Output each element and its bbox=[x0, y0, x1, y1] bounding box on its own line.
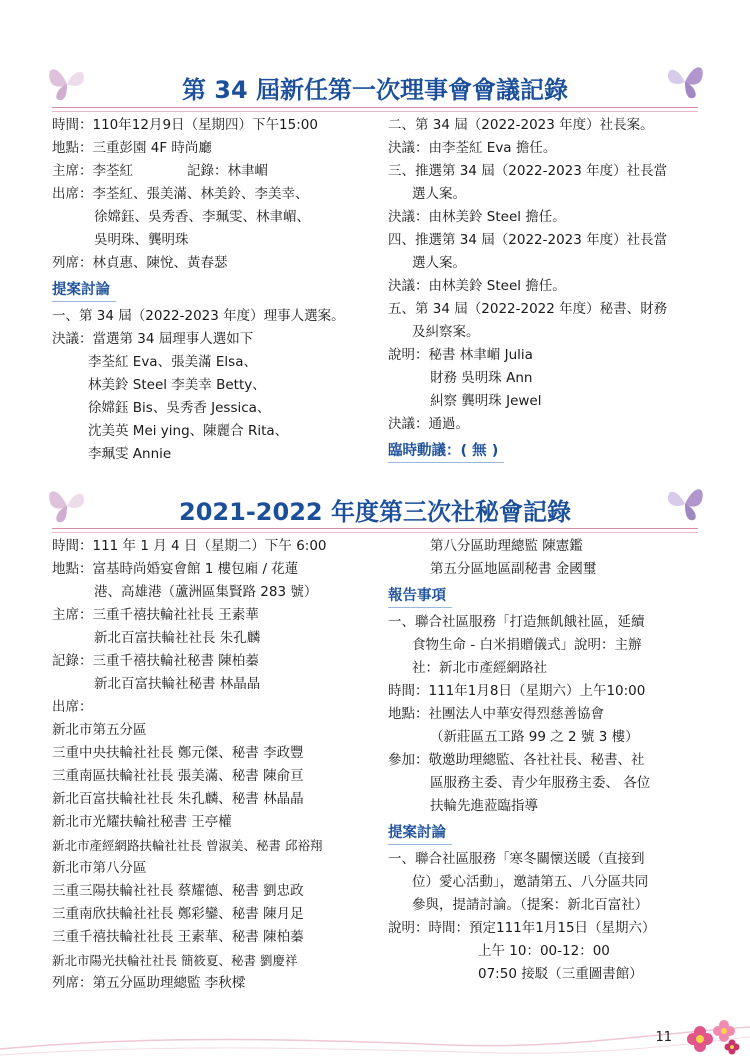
proposal-line: 林美鈴 Steel 李美幸 Betty、 bbox=[88, 377, 266, 393]
agenda-line: 五、第 34 屆（2022-2022 年度）秘書、財務 bbox=[388, 301, 668, 317]
proposal-line: 徐嫦鈺 Bis、吳秀香 Jessica、 bbox=[88, 400, 271, 416]
meeting2-left-column bbox=[52, 535, 382, 995]
attendee-line: 列席：第五分區助理總監 李秋樑 bbox=[52, 975, 246, 991]
proposal-line: 一、第 34 屆（2022-2023 年度）理事人選案。 bbox=[52, 308, 345, 324]
report-line: 區服務主委、青少年服務主委、 各位 bbox=[430, 775, 651, 791]
meeting1-right-column bbox=[388, 114, 706, 466]
info-line: 出席：李荃紅、張美滿、林美鈴、李美幸、 bbox=[52, 186, 309, 202]
attendee-line: 新北市產經網路扶輪社社長 曾淑美、秘書 邱裕翔 bbox=[52, 838, 323, 853]
info-line: 主席：李荃紅 記錄：林聿嵋 bbox=[52, 163, 268, 179]
agenda-line: 糾察 龔明珠 Jewel bbox=[430, 393, 542, 409]
meeting2-title: 2021-2022 年度第三次社秘會記錄 bbox=[179, 498, 571, 526]
agenda-line: 選人案。 bbox=[412, 255, 466, 271]
info-line: 出席： bbox=[52, 699, 93, 715]
attendee-line: 新北市光耀扶輪社秘書 王亭權 bbox=[52, 814, 232, 830]
agenda-line: 決議：通過。 bbox=[388, 416, 469, 432]
meeting2-proposal-heading: 提案討論 bbox=[388, 822, 452, 845]
attendee-line: 新北市陽光扶輪社社長 簡筱夏、秘書 劉慶祥 bbox=[52, 953, 298, 968]
info-line: 新北百富扶輪社社長 朱孔麟 bbox=[94, 630, 261, 646]
meeting2-right-column bbox=[388, 535, 706, 986]
info-line: 新北百富扶輪社秘書 林晶晶 bbox=[94, 676, 261, 692]
attendee-line: 新北市第五分區 bbox=[52, 722, 147, 738]
agenda-line: 決議：由李荃紅 Eva 擔任。 bbox=[388, 140, 557, 156]
report-line: 時間：111年1月8日（星期六）上午10:00 bbox=[388, 683, 646, 699]
attendee-line: 三重南區扶輪社社長 張美滿、秘書 陳俞亘 bbox=[52, 768, 304, 784]
attendee-line: 第八分區助理總監 陳憲鑑 bbox=[430, 538, 583, 554]
footer-wave-decoration bbox=[0, 1005, 750, 1061]
attendee-line: 三重中央扶輪社社長 鄭元傑、秘書 李政豐 bbox=[52, 745, 304, 761]
attendee-line: 三重三陽扶輪社社長 蔡耀德、秘書 劉忠政 bbox=[52, 883, 304, 899]
proposal-line: 說明：時間：預定111年1月15日（星期六） bbox=[388, 920, 656, 936]
proposal-line: 參與，提請討論。（提案：新北百富社） bbox=[412, 897, 649, 913]
info-line: 主席：三重千禧扶輪社社長 王素華 bbox=[52, 607, 259, 623]
info-line: 地點：富基時尚婚宴會館 1 樓包廂 / 花蓮 bbox=[52, 561, 299, 577]
info-line: 港、高雄港（蘆洲區集賢路 283 號） bbox=[94, 584, 318, 600]
report-line: 扶輪先進蒞臨指導 bbox=[430, 798, 538, 814]
meeting1-temp-motion: 臨時動議：( 無 ) bbox=[388, 440, 504, 463]
page-number: 11 bbox=[655, 1030, 672, 1045]
report-line: 地點：社團法人中華安得烈慈善協會 bbox=[388, 706, 604, 722]
attendee-line: 三重千禧扶輪社社長 王素華、秘書 陳柏蓁 bbox=[52, 929, 304, 945]
info-line: 徐嫦鈺、吳秀香、李珮雯、林聿嵋、 bbox=[94, 209, 310, 225]
agenda-line: 選人案。 bbox=[412, 186, 466, 202]
proposal-line: 上午 10：00-12：00 bbox=[478, 943, 610, 959]
report-line: 參加：敬邀助理總監、各社社長、秘書、社 bbox=[388, 752, 645, 768]
meeting2-title-rule-2 bbox=[52, 532, 698, 533]
meeting1-title: 第 34 屆新任第一次理事會會議記錄 bbox=[181, 76, 569, 104]
info-line: 列席：林貞惠、陳悅、黃春瑟 bbox=[52, 255, 228, 271]
proposal-line: 李珮雯 Annie bbox=[88, 446, 172, 462]
agenda-line: 說明：秘書 林聿嵋 Julia bbox=[388, 347, 533, 363]
report-line: （新莊區五工路 99 之 2 號 3 樓） bbox=[430, 729, 639, 745]
report-line: 食物生命 - 白米捐贈儀式」說明：主辦 bbox=[412, 637, 642, 653]
proposal-line: 決議：當選第 34 屆理事人選如下 bbox=[52, 331, 254, 347]
attendee-line: 第五分區地區副秘書 金國璽 bbox=[430, 561, 597, 577]
agenda-line: 二、第 34 屆（2022-2023 年度）社長案。 bbox=[388, 117, 654, 133]
meeting2-title-rule bbox=[52, 528, 698, 529]
info-line: 地點：三重彭園 4F 時尚廳 bbox=[52, 140, 212, 156]
report-line: 一、聯合社區服務「打造無飢餓社區，延續 bbox=[388, 614, 645, 630]
meeting1-proposal-heading: 提案討論 bbox=[52, 279, 116, 302]
meeting2-report-heading: 報告事項 bbox=[388, 585, 452, 608]
info-line: 吳明珠、龔明珠 bbox=[94, 232, 189, 248]
meeting1-title-rule-2 bbox=[52, 111, 698, 112]
report-line: 社：新北市產經網路社 bbox=[412, 660, 547, 676]
attendee-line: 新北百富扶輪社社長 朱孔麟、秘書 林晶晶 bbox=[52, 791, 304, 807]
flower-icon bbox=[680, 1013, 744, 1057]
agenda-line: 決議：由林美鈴 Steel 擔任。 bbox=[388, 209, 566, 225]
proposal-line: 一、聯合社區服務「寒冬關懷送暖（直接到 bbox=[388, 851, 645, 867]
agenda-line: 決議：由林美鈴 Steel 擔任。 bbox=[388, 278, 566, 294]
proposal-line: 沈美英 Mei ying、陳麗合 Rita、 bbox=[88, 423, 289, 439]
proposal-line: 李荃紅 Eva、張美滿 Elsa、 bbox=[88, 354, 257, 370]
attendee-line: 三重南欣扶輪社社長 鄭彩鑾、秘書 陳月足 bbox=[52, 906, 304, 922]
info-line: 時間：111 年 1 月 4 日（星期二）下午 6:00 bbox=[52, 538, 327, 554]
proposal-line: 位）愛心活動」，邀請第五、八分區共同 bbox=[412, 874, 649, 890]
info-line: 記錄：三重千禧扶輪社秘書 陳柏蓁 bbox=[52, 653, 259, 669]
attendee-line: 新北市第八分區 bbox=[52, 860, 147, 876]
agenda-line: 財務 吳明珠 Ann bbox=[430, 370, 533, 386]
meeting1-title-rule bbox=[52, 107, 698, 108]
agenda-line: 三、推選第 34 屆（2022-2023 年度）社長當 bbox=[388, 163, 668, 179]
agenda-line: 四、推選第 34 屆（2022-2023 年度）社長當 bbox=[388, 232, 668, 248]
proposal-line: 07:50 接駁（三重圖書館） bbox=[478, 966, 643, 982]
info-line: 時間：110年12月9日（星期四）下午15:00 bbox=[52, 117, 318, 133]
agenda-line: 及糾察案。 bbox=[412, 324, 480, 340]
meeting1-left-column bbox=[52, 114, 377, 466]
